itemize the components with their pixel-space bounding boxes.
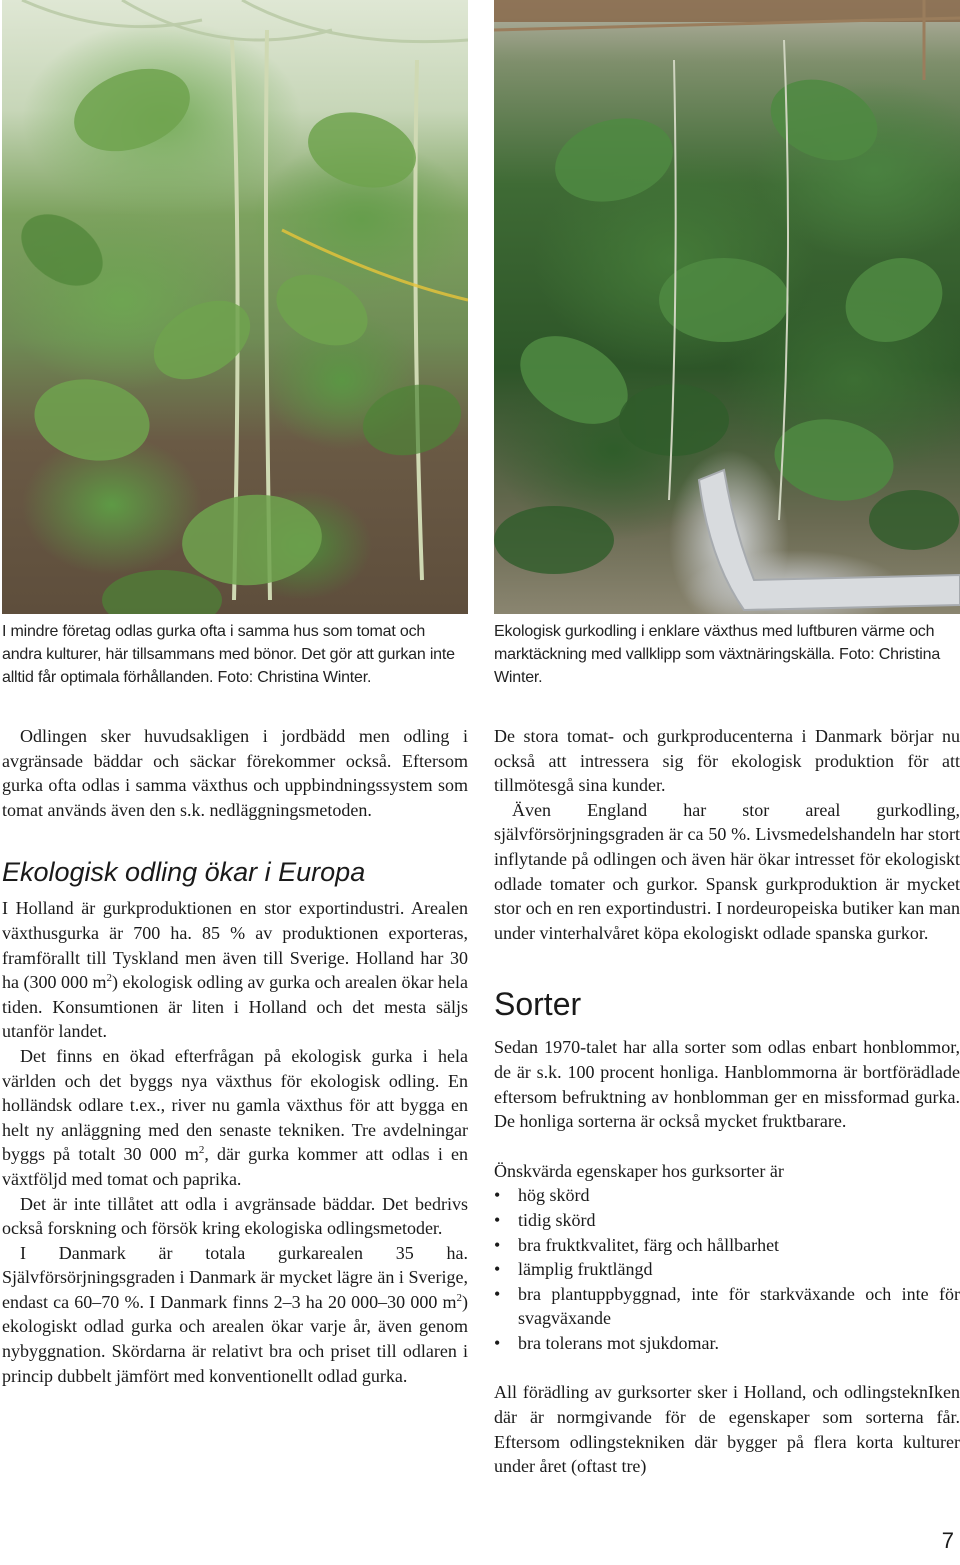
- denmark-paragraph-2: De stora tomat- och gurkproducenterna i Danmark börjar nu också att intressera sig för ekologisk produktion för att tillmötesgå sina kunder.: [494, 726, 960, 796]
- denmark-p1-text-a: I Danmark är totala gurkarealen 35 ha. Självförsörjningsgraden i Danmark är mycket lägre än i Sverige, endast ca 60–70 %. I Danmark finns 2–3 ha 20 000–30 000 m: [2, 1242, 468, 1312]
- page-number: 7: [941, 1528, 954, 1553]
- properties-list: [494, 1183, 960, 1355]
- holland-paragraph-2: [2, 1044, 468, 1192]
- list-item: • bra plantuppbyggnad, inte för starkväxande och inte för svagväxande: [494, 1282, 960, 1331]
- holland-p1-superscript: 2: [106, 972, 113, 985]
- list-item: • bra fruktkvalitet, färg och hållbarhet: [494, 1233, 960, 1258]
- denmark-p1-text-b: ) ekologiskt odlad gurka och arealen ökar varje år, även genom nybyggnation. Skördarna är relativt bra och priset till odlaren i princip dubbelt jämfört med konventionellt odlad gurka.: [2, 1291, 468, 1386]
- list-item: • lämplig fruktlängd: [494, 1257, 960, 1282]
- cucumber-plants-icon: [494, 0, 960, 614]
- properties-intro: Önskvärda egenskaper hos gurksorter är: [494, 1160, 784, 1181]
- section-heading-sorter: Sorter: [494, 986, 582, 1023]
- right-body: [494, 724, 960, 1479]
- intro-paragraph: Odlingen sker huvudsakligen i jordbädd men odling i avgränsade bäddar och säckar förekommer också. Eftersom gurka ofta odlas i samma växthus och uppbindningssystem som tomat används även den s.k. nedläggningsmetoden.: [2, 726, 468, 820]
- holland-p1-text-b: ) ekologisk odling av gurka och arealen ökar hela tiden. Konsumtionen är liten i Holland och det mesta säljs utanför landet.: [2, 972, 469, 1042]
- section-heading-europe: Ekologisk odling ökar i Europa: [2, 857, 366, 888]
- left-photo-caption: I mindre företag odlas gurka ofta i samma hus som tomat och andra kulturer, här tillsammans med bönor. Det gör att gurkan inte alltid får optimala förhållanden. Foto: Christina Winter.: [2, 623, 455, 686]
- right-photo-caption: Ekologisk gurkodling i enklare växthus med luftburen värme och marktäckning med vallklipp som växtnäringskälla. Foto: Christina Winter.: [494, 623, 941, 686]
- england-paragraph: Även England har stor areal gurkodling, självförsörjningsgraden är ca 50 %. Livsmedelshandeln har stort inflytande på odlingen och även här ökar intresset för ekologiskt odlade tomater och gurkor. Spansk gurkproduktion är mycket stor och en ren exportindustri. I nordeuropeiska butiker kan man under vinterhalvåret köpa ekologiskt odlade spanska gurkor.: [494, 799, 960, 943]
- holland-p1-text-a: I Holland är gurkproduktionen en stor exportindustri. Arealen växthusgurka är 700 ha. 85 % av produktionen exporteras, framförallt till Tyskland men även till Sverige. Holland har 30 ha (300 000 m: [2, 898, 468, 993]
- bean-plants-greenhouse-icon: [2, 0, 468, 614]
- breeding-paragraph: All förädling av gurksorter sker i Holland, och odlingsteknIken där är normgivande för de egenskaper som sorterna får. Eftersom odlingstekniken där bygger på flera korta kulturer under året (oftast tre): [494, 1382, 960, 1477]
- cucumber-greenhouse-photo: [494, 0, 960, 614]
- sorter-paragraph: Sedan 1970-talet har alla sorter som odlas enbart honblommor, de är s.k. 100 procent honliga. Hanblommorna är bortförädlade eftersom befruktning av honblomman ger en missformad gurka. De honliga sorterna är också mycket fruktbarare.: [494, 1037, 960, 1132]
- bean-plants-photo: [2, 0, 468, 614]
- holland-paragraph-1: [2, 896, 468, 1044]
- denmark-paragraph-1: [2, 1241, 468, 1389]
- holland-p2-superscript: 2: [198, 1144, 205, 1157]
- denmark-p1-superscript: 2: [456, 1291, 462, 1304]
- list-item: • tidig skörd: [494, 1208, 960, 1233]
- list-item: • hög skörd: [494, 1183, 960, 1208]
- holland-p2-text-b: , där gurka kommer att odlas i en växtföljd med tomat och paprika.: [2, 1144, 468, 1189]
- holland-p2-text-a: Det finns en ökad efterfrågan på ekologisk gurka i hela världen och det byggs nya växthus för ekologisk odling. En holländsk odlare t.ex., river nu gamla växthus för att bygga en helt ny anläggning med den senaste tekniken. Tre avdelningar byggs på totalt 30 000 m: [2, 1045, 468, 1165]
- list-item: • bra tolerans mot sjukdomar.: [494, 1331, 960, 1356]
- left-body: [2, 724, 468, 1388]
- right-column: [494, 0, 960, 1479]
- holland-paragraph-3: Det är inte tillåtet att odla i avgränsade bäddar. Det bedrivs också forskning och försök kring ekologiska odlingsmetoder.: [2, 1193, 468, 1239]
- left-column: [2, 0, 468, 1388]
